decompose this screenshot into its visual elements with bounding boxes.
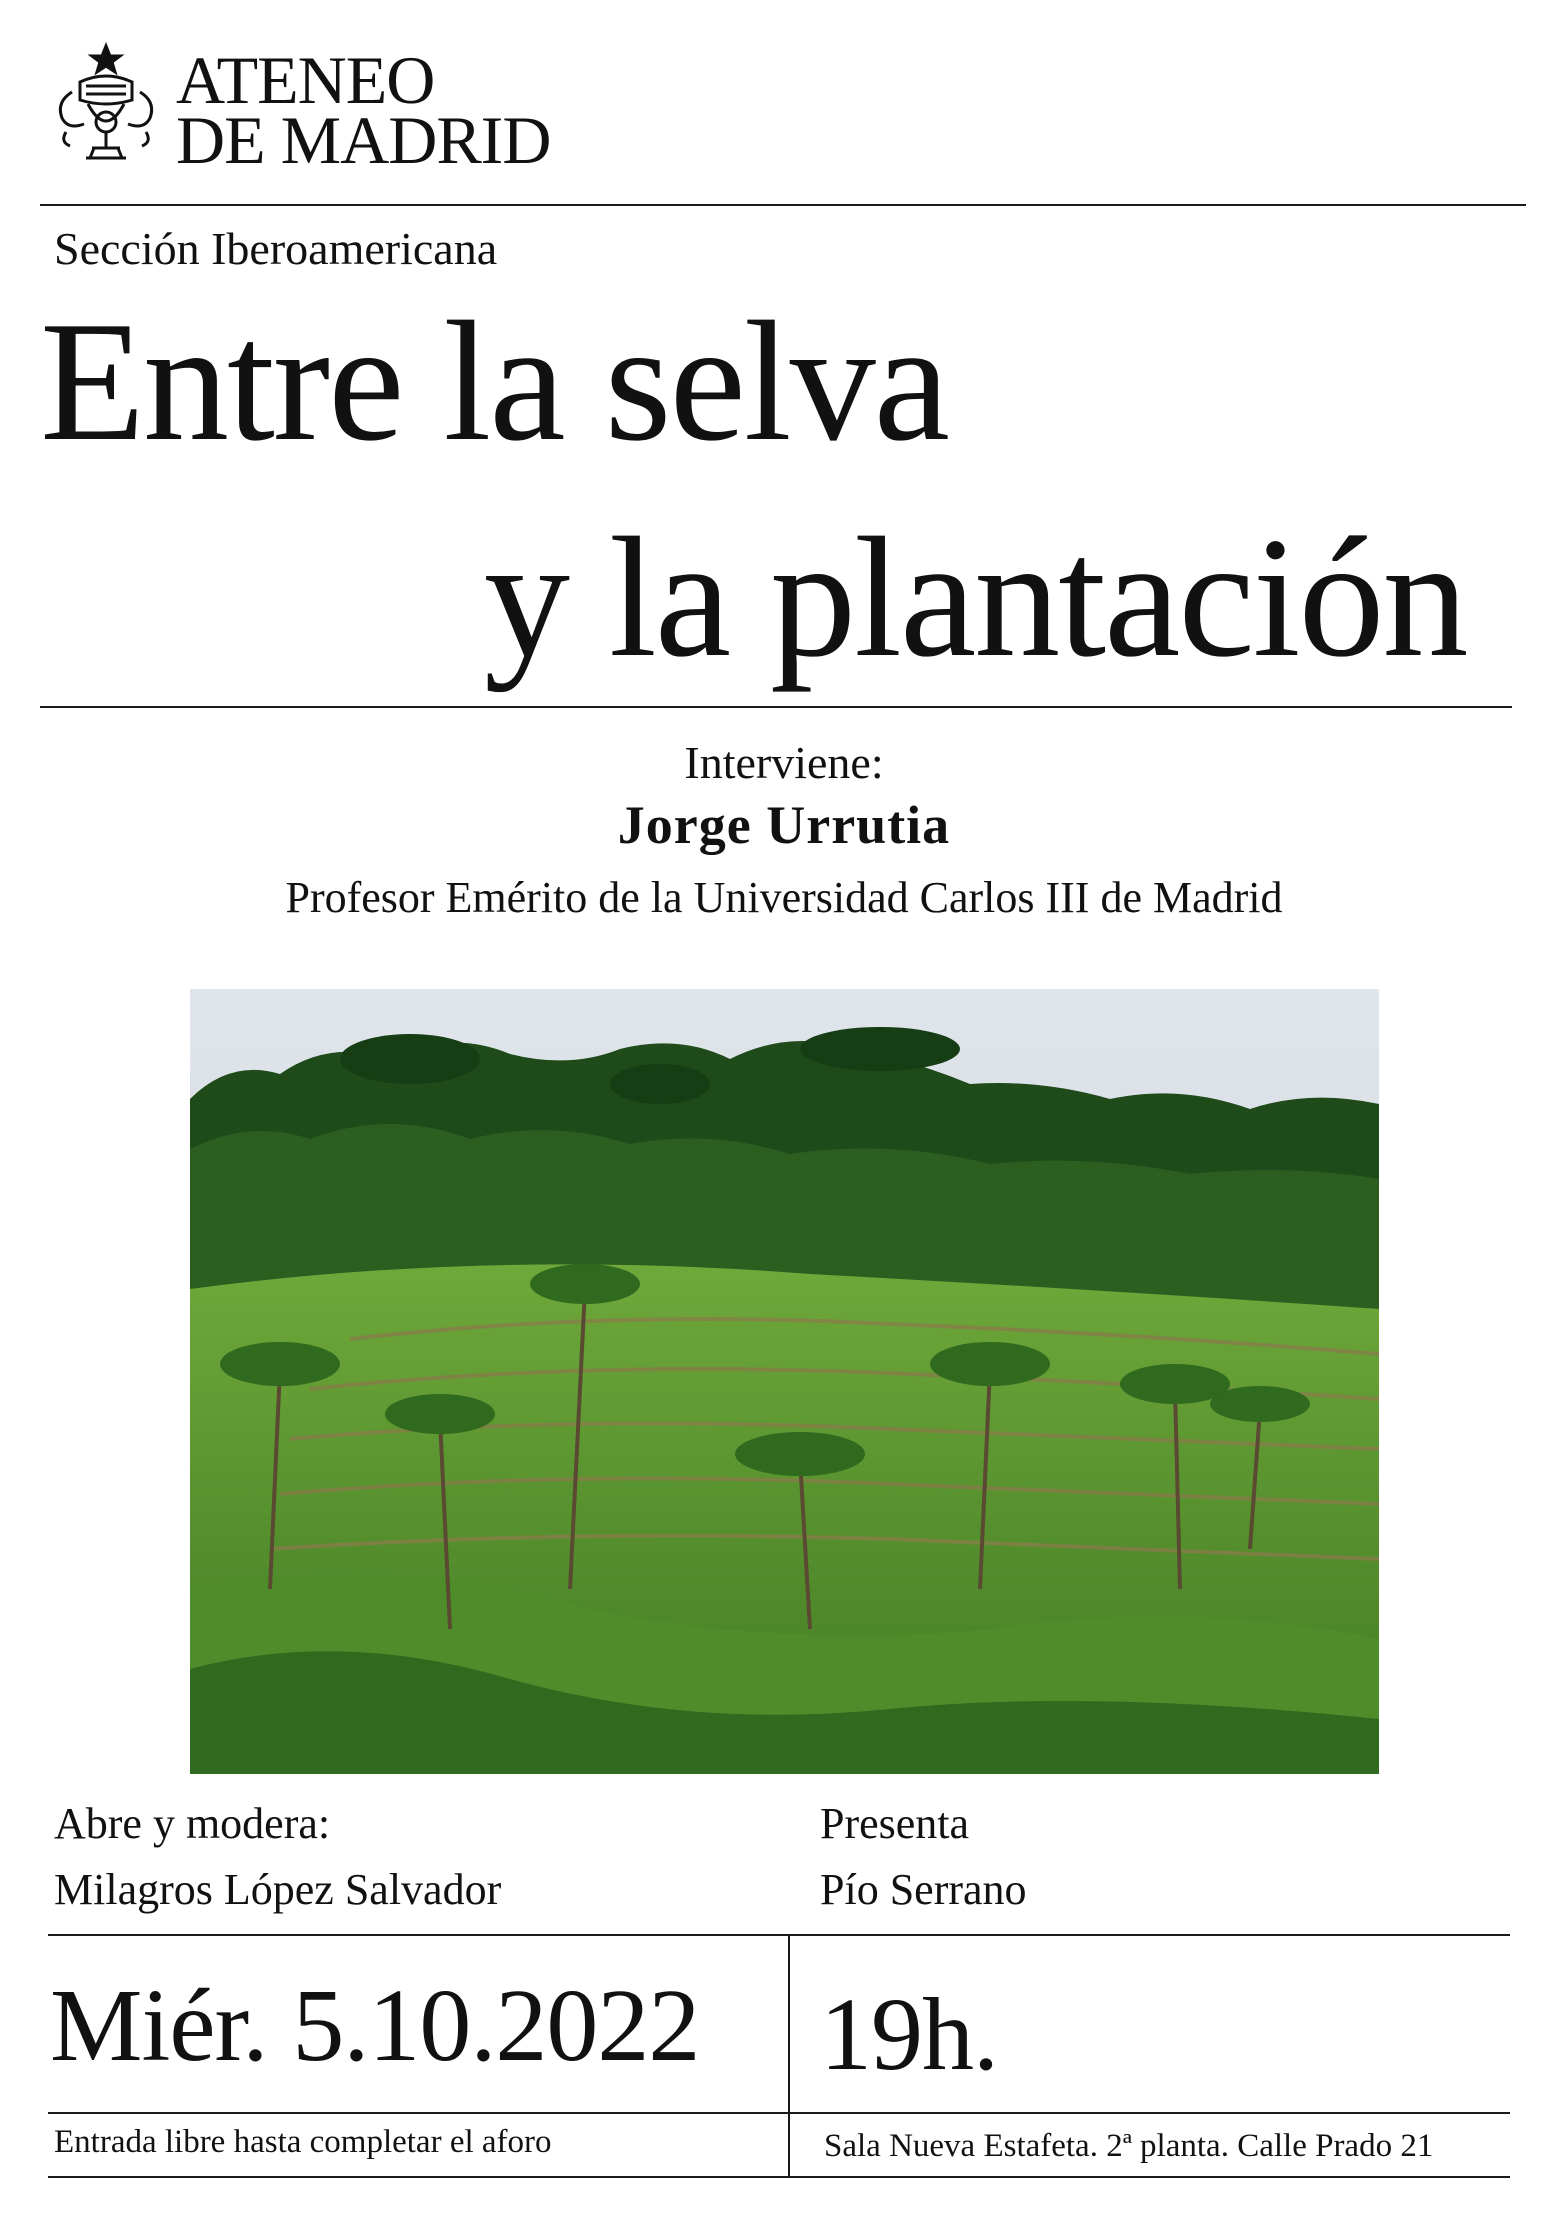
speaker-intro: Interviene: — [684, 737, 884, 788]
date-time-separator — [788, 1934, 790, 2178]
entry-note: Entrada libre hasta completar el aforo — [54, 2124, 552, 2160]
header-divider — [40, 204, 1526, 206]
event-time: 19h. — [820, 1977, 998, 2092]
rice-terraces-photo — [190, 989, 1379, 1774]
title-line-1: Entre la selva — [40, 287, 949, 477]
date-divider — [48, 2112, 1510, 2114]
credits-divider — [48, 1934, 1510, 1936]
present-name: Pío Serrano — [820, 1865, 1027, 1914]
title-divider — [40, 706, 1512, 708]
venue-address: Sala Nueva Estafeta. 2ª planta. Calle Prado 21 — [824, 2128, 1434, 2164]
footer-divider — [48, 2176, 1510, 2178]
ateneo-crest-icon — [50, 42, 162, 172]
speaker-role: Profesor Emérito de la Universidad Carlos III de Madrid — [285, 873, 1283, 922]
title-line-2: y la plantación — [484, 503, 1467, 693]
logo-line-2: DE MADRID — [176, 102, 551, 178]
section-name: Sección Iberoamericana — [54, 223, 498, 274]
open-moderate-label: Abre y modera: — [54, 1799, 331, 1848]
open-moderate-name: Milagros López Salvador — [54, 1865, 502, 1914]
present-label: Presenta — [820, 1799, 970, 1848]
logo-line-1: ATENEO — [176, 42, 435, 118]
event-date: Miér. 5.10.2022 — [50, 1968, 700, 2083]
speaker-name: Jorge Urrutia — [617, 795, 951, 855]
ateneo-logo-text — [176, 42, 551, 178]
